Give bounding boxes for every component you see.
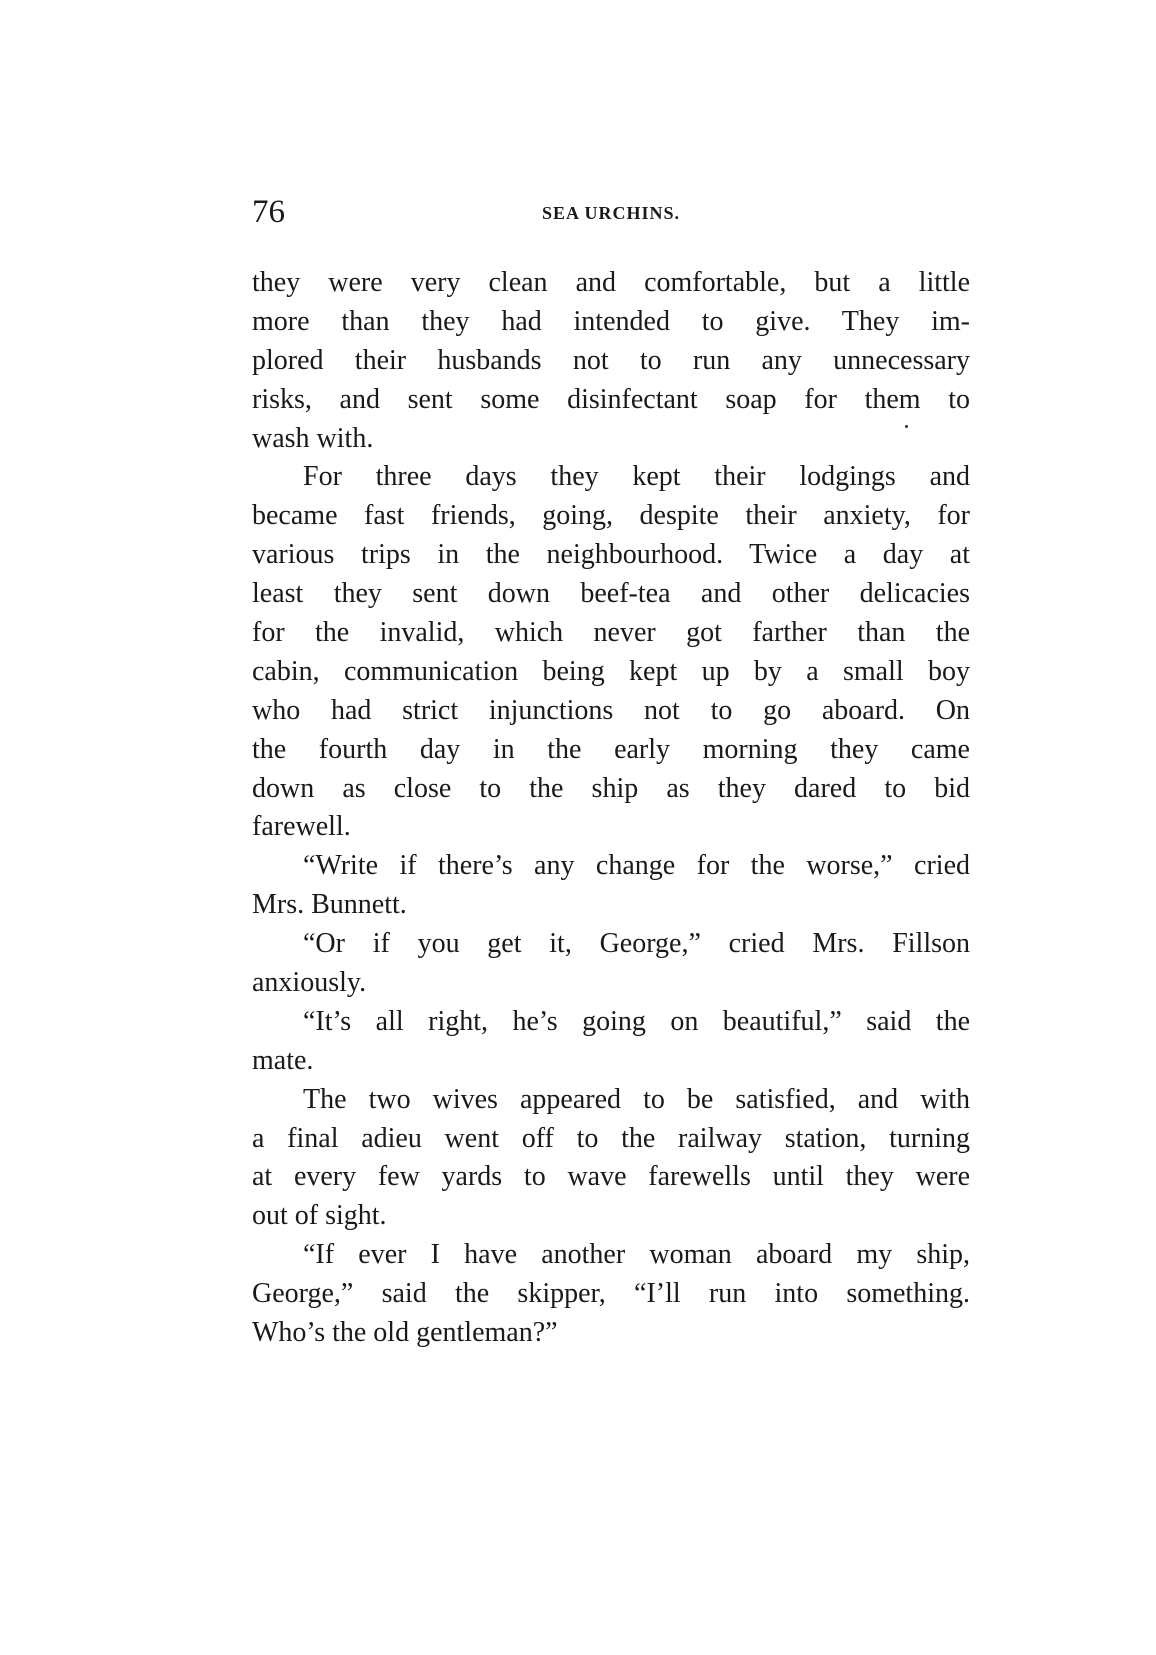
text-line: risks, and sent some disinfectant soap for them to [252, 383, 970, 415]
text-line: wash with. [252, 422, 374, 454]
text-line: a final adieu went off to the railway station, turning [252, 1122, 970, 1154]
text-line: at every few yards to wave farewells until they were [252, 1161, 970, 1193]
text-line: “It’s all right, he’s going on beautiful,” said the [303, 1005, 970, 1037]
text-line: George,” said the skipper, “I’ll run into something. [252, 1278, 970, 1310]
text-line: mate. [252, 1044, 314, 1076]
text-line: least they sent down beef-tea and other delicacies [252, 578, 970, 610]
text-line: out of sight. [252, 1200, 387, 1232]
text-line: Mrs. Bunnett. [252, 889, 407, 921]
page-number: 76 [252, 194, 285, 230]
text-line: became fast friends, going, despite their anxiety, for [252, 500, 970, 532]
text-line: various trips in the neighbourhood. Twice a day at [252, 539, 970, 571]
text-line: anxiously. [252, 967, 367, 999]
text-line: The two wives appeared to be satisfied, and with [303, 1083, 970, 1115]
text-line: “Or if you get it, George,” cried Mrs. Fillson [303, 928, 970, 960]
running-title: SEA URCHINS. [541, 203, 681, 223]
text-line: “If ever I have another woman aboard my ship, [303, 1239, 970, 1271]
text-line: farewell. [252, 811, 351, 843]
running-head [252, 190, 970, 234]
text-line: they were very clean and comfortable, but a little [252, 267, 970, 298]
text-line: For three days they kept their lodgings and [303, 461, 970, 493]
text-line: “Write if there’s any change for the worse,” cried [303, 850, 970, 882]
text-line: more than they had intended to give. They im- [252, 305, 970, 337]
text-line: down as close to the ship as they dared to bid [252, 772, 970, 804]
text-line: the fourth day in the early morning they came [252, 733, 970, 765]
text-line: for the invalid, which never got farther than the [252, 617, 970, 649]
text-line: who had strict injunctions not to go aboard. On [252, 694, 970, 726]
text-line: Who’s the old gentleman?” [252, 1317, 558, 1349]
text-line: plored their husbands not to run any unnecessary [252, 344, 970, 376]
body-text [252, 264, 970, 1353]
text-line: cabin, communication being kept up by a small boy [252, 655, 970, 687]
print-speck [905, 425, 908, 428]
